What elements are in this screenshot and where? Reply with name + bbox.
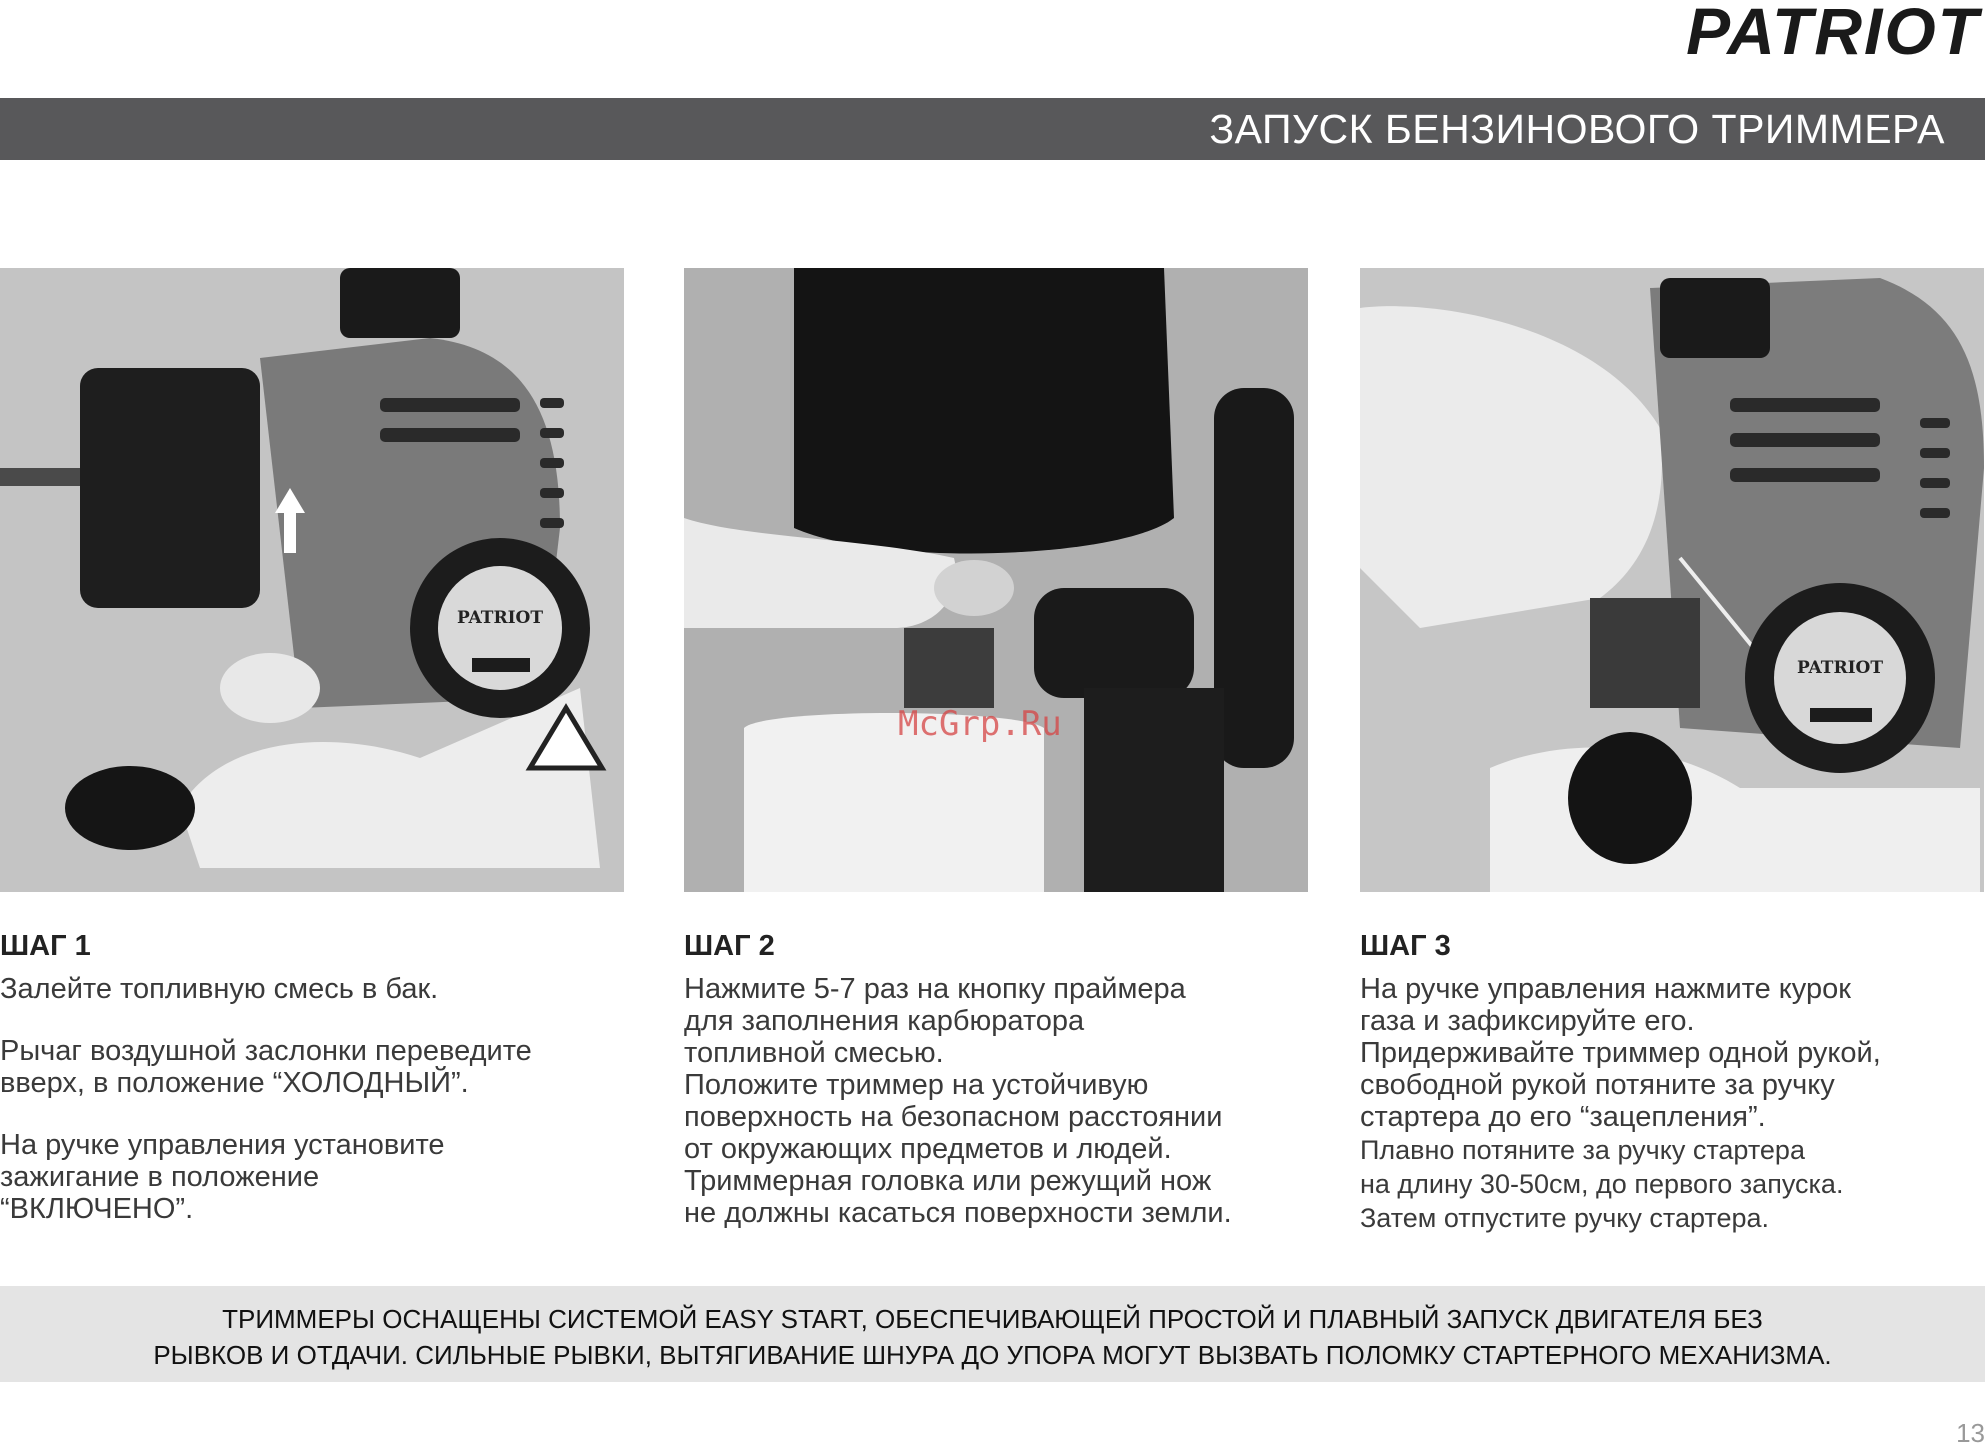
step-3 <box>1360 930 1881 1235</box>
step-1-line: На ручке управления установите <box>0 1129 445 1161</box>
step-1-line: зажигание в положение <box>0 1161 320 1193</box>
page-title-bar <box>0 98 1985 160</box>
step-1-line: “ВКЛЮЧЕНО”. <box>0 1193 194 1225</box>
easy-start-notice <box>0 1286 1985 1382</box>
step-1-title: ШАГ 1 <box>0 930 91 962</box>
step-2-line: Триммерная головка или режущий нож <box>684 1165 1212 1197</box>
step-3-line: Плавно потяните за ручку стартера <box>1360 1135 1805 1165</box>
step-3-line: стартера до его “зацепления”. <box>1360 1101 1766 1133</box>
step-2-line: для заполнения карбюратора <box>684 1005 1085 1037</box>
photo-3-label: PATRIOT <box>1797 658 1883 678</box>
notice-line-1: ТРИММЕРЫ ОСНАЩЕНЫ СИСТЕМОЙ EASY START, ОБЕСПЕЧИВАЮЩЕЙ ПРОСТОЙ И ПЛАВНЫЙ ЗАПУСК ДВИГАТЕЛЯ БЕЗ <box>222 1304 1763 1334</box>
step-2-line: топливной смесью. <box>684 1037 944 1069</box>
step-1-photo <box>0 268 624 892</box>
step-3-photo <box>1360 268 1984 892</box>
step-3-line: свободной рукой потяните за ручку <box>1360 1069 1835 1101</box>
step-1-line: вверх, в положение “ХОЛОДНЫЙ”. <box>0 1067 469 1099</box>
watermark: McGrp.Ru <box>898 704 1062 744</box>
step-2-line: не должны касаться поверхности земли. <box>684 1197 1232 1229</box>
page-number: 13 <box>1956 1418 1985 1448</box>
step-3-line: газа и зафиксируйте его. <box>1360 1005 1695 1037</box>
notice-line-2: РЫВКОВ И ОТДАЧИ. СИЛЬНЫЕ РЫВКИ, ВЫТЯГИВАНИЕ ШНУРА ДО УПОРА МОГУТ ВЫЗВАТЬ ПОЛОМКУ СТАРТЕРНОГО МЕХАНИЗМА. <box>153 1340 1832 1370</box>
step-3-title: ШАГ 3 <box>1360 930 1451 962</box>
step-2 <box>684 930 1232 1229</box>
photo-1-label: PATRIOT <box>457 608 543 628</box>
step-2-line: Положите триммер на устойчивую <box>684 1069 1149 1101</box>
step-1 <box>0 930 532 1225</box>
step-2-line: от окружающих предметов и людей. <box>684 1133 1172 1165</box>
patriot-logo <box>1575 0 1985 65</box>
page-title: ЗАПУСК БЕНЗИНОВОГО ТРИММЕРА <box>1209 106 1945 152</box>
step-3-line: на длину 30-50см, до первого запуска. <box>1360 1169 1844 1199</box>
step-3-line: Придерживайте триммер одной рукой, <box>1360 1037 1881 1069</box>
logo-text: PATRIOT <box>1686 0 1980 65</box>
step-2-title: ШАГ 2 <box>684 930 775 962</box>
step-2-photo <box>684 268 1308 892</box>
step-1-line: Рычаг воздушной заслонки переведите <box>0 1035 532 1067</box>
step-2-line: поверхность на безопасном расстоянии <box>684 1101 1223 1133</box>
step-3-line: На ручке управления нажмите курок <box>1360 973 1851 1005</box>
step-1-line: Залейте топливную смесь в бак. <box>0 973 439 1005</box>
step-3-line: Затем отпустите ручку стартера. <box>1360 1203 1770 1233</box>
step-2-line: Нажмите 5-7 раз на кнопку праймера <box>684 973 1186 1005</box>
